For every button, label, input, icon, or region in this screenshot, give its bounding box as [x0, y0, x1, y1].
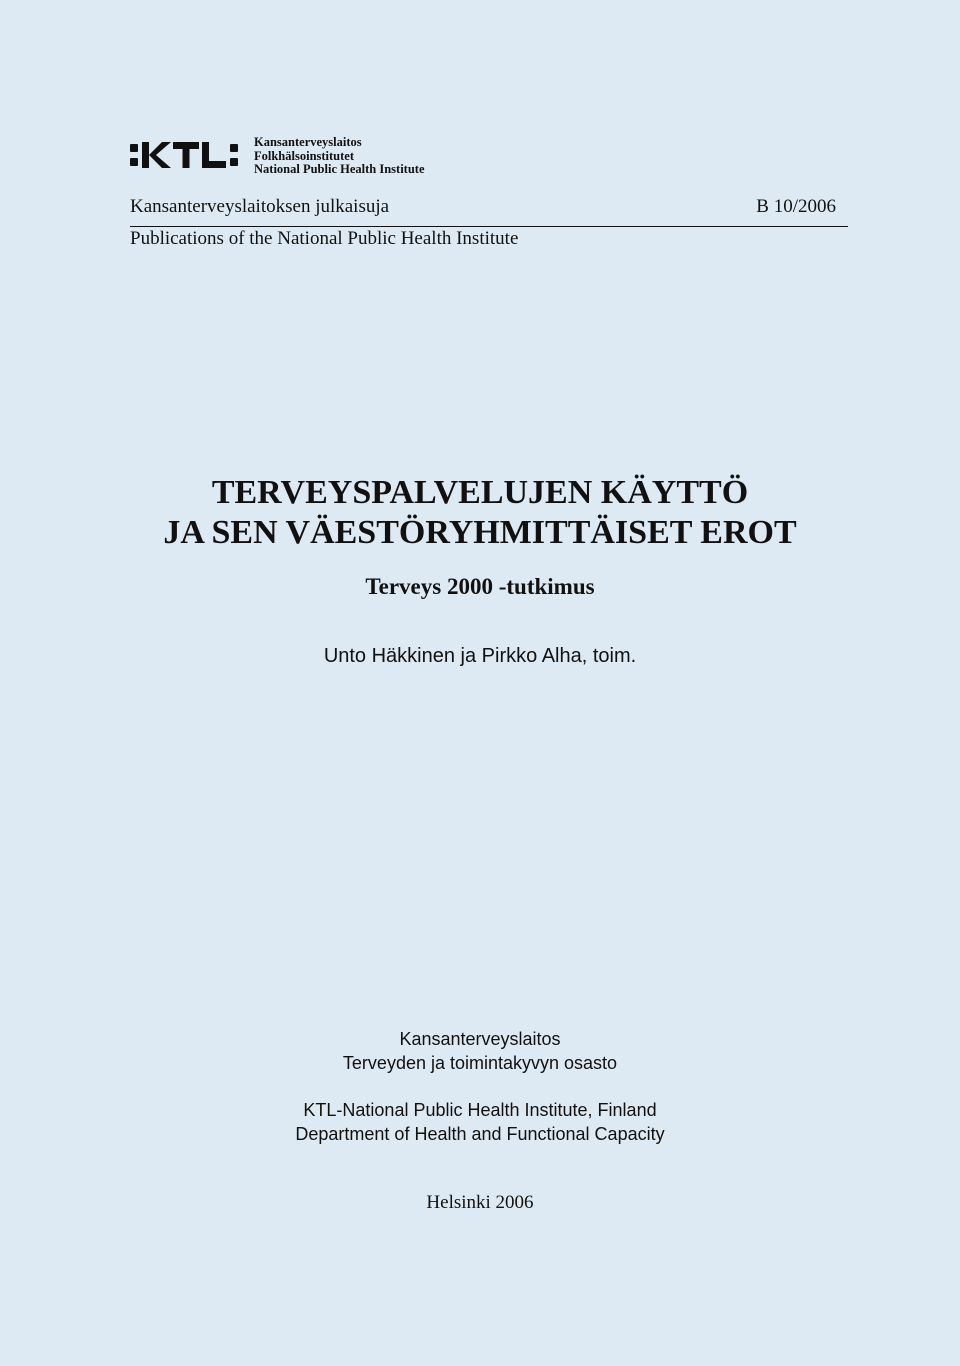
page-title-line-1: TERVEYSPALVELUJEN KÄYTTÖ [211, 474, 749, 511]
logo-name-sv: Folkhälsoinstitutet [254, 148, 355, 163]
series-number: B 10/2006 [756, 196, 836, 217]
logo-institute-names [254, 136, 425, 177]
series-name-fi-row [130, 196, 848, 218]
logo-name-en: National Public Health Institute [254, 162, 425, 176]
ktl-logo-icon [130, 139, 240, 171]
publisher-line-3: KTL-National Public Health Institute, Finland [303, 1100, 657, 1120]
series-divider [130, 226, 848, 227]
logo-name-fi: Kansanterveyslaitos [254, 135, 362, 149]
page-title-line-2: JA SEN VÄESTÖRYHMITTÄISET EROT [163, 514, 797, 551]
place-and-year: Helsinki 2006 [426, 1192, 534, 1213]
ktl-logo [130, 136, 430, 178]
page-subtitle: Terveys 2000 -tutkimus [365, 574, 595, 599]
series-name-en: Publications of the National Public Health Institute [130, 228, 519, 249]
publisher-line-4: Department of Health and Functional Capacity [295, 1124, 665, 1144]
publisher-line-2: Terveyden ja toimintakyvyn osasto [342, 1053, 618, 1073]
editors: Unto Häkkinen ja Pirkko Alha, toim. [323, 645, 637, 667]
publisher-line-1: Kansanterveyslaitos [399, 1029, 561, 1049]
series-name-fi: Kansanterveyslaitoksen julkaisuja [130, 196, 390, 217]
